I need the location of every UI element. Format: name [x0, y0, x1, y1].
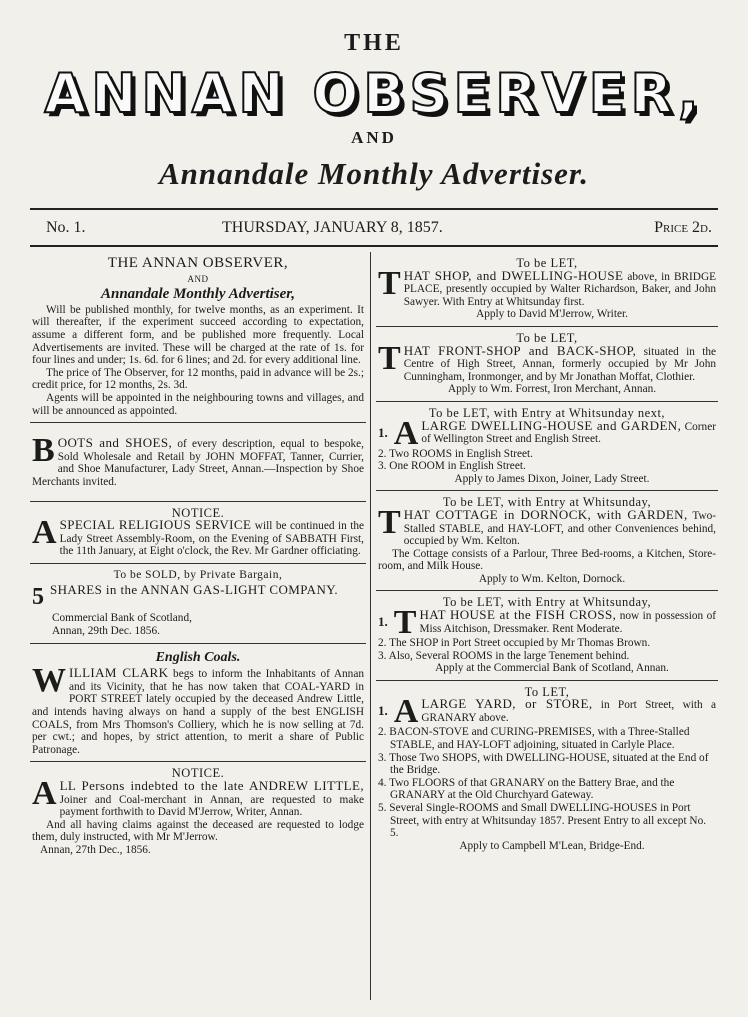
advert-text: Corner of Wellington Street and English Street.: [421, 420, 716, 446]
religious-service-notice: [30, 502, 366, 564]
prospectus-body: Will be published monthly, for twelve months, as an experiment. It will thereafter, if the experiment succeed according to expectation, assume a different form, and be published more frequently. Local Advertisements are invited. These will be charged at the rate of 1s. for four lines and under; 1s. 6d. for 6 lines; and 2d. for every additional line.: [32, 303, 364, 367]
advert-text: in Port Street, with a GRANARY above.: [421, 699, 717, 725]
advert-lead: HAT COTTAGE in DORNOCK, with GARDEN,: [403, 506, 688, 522]
advert-text: begs to inform the Inhabitants of Annan and its Vicinity, that he has now taken that COAL-YARD in PORT STREET lately occupied by the deceased Andrew Little, and intends having always on hand a supply of the best ENGLISH COALS, from Mrs Thomson's Colliery, which he is now selling at 7d. per cwt.; and hopes, by strict attention, to merit a share of Public Patronage.: [32, 668, 364, 756]
column-divider: [370, 252, 371, 1000]
notice-heading: NOTICE.: [171, 766, 225, 781]
apply-line: Apply to David M'Jerrow, Writer.: [476, 308, 628, 321]
drop-cap: A: [393, 693, 419, 731]
newspaper-title: ANNAN OBSERVER,: [44, 62, 704, 125]
advert-heading: To be LET, with Entry at Whitsunday next,: [428, 405, 666, 420]
list-item: 5. Several Single-ROOMS and Small DWELLING-HOUSES in Port Street, with entry at Whitsunday 1857. Present Entry to all except No. 5.: [378, 802, 707, 840]
list-item: 3. One ROOM in English Street.: [378, 460, 526, 473]
apply-line: Apply at the Commercial Bank of Scotland, Annan.: [435, 662, 669, 675]
advert-text: will be continued in the Lady Street Assembly-Room, on the Evening of SABBATH First, the 11th January, at Eight o'clock, the Rev. Mr Gardner officiating.: [59, 520, 365, 558]
signature-date: Annan, 27th Dec., 1856.: [40, 843, 151, 856]
drop-cap: T: [378, 339, 401, 377]
item-number: 1.: [378, 424, 388, 440]
advert-lead: LARGE DWELLING-HOUSE and GARDEN,: [421, 417, 682, 433]
english-coals-advert: [30, 644, 366, 763]
list-item: 3. Also, Several ROOMS in the large Tenement behind.: [378, 649, 630, 662]
dornock-cottage-advert: [376, 491, 718, 591]
yard-store-advert: [376, 681, 718, 858]
drop-cap: T: [378, 503, 401, 541]
issue-number: No. 1.: [46, 219, 86, 236]
masthead-the: THE: [344, 30, 404, 56]
boots-advert: [30, 423, 366, 501]
apply-line: Apply to Campbell M'Lean, Bridge-End.: [459, 839, 645, 852]
advert-heading: To be SOLD, by Private Bargain,: [113, 568, 283, 581]
advert-lead: HAT FRONT-SHOP and BACK-SHOP,: [403, 342, 637, 358]
advert-body: The Cottage consists of a Parlour, Three Bed-rooms, a Kitchen, Store-room, and Milk House.: [378, 547, 716, 573]
advert-heading: English Coals.: [155, 649, 241, 665]
apply-line: Apply to Wm. Forrest, Iron Merchant, Annan.: [447, 383, 657, 396]
dateline: [30, 219, 718, 241]
advert-text: now in possession of Miss Aitchison, Dressmaker. Rent Moderate.: [419, 610, 717, 635]
drop-cap: T: [378, 264, 401, 302]
drop-cap: A: [32, 514, 57, 552]
apply-line: Apply to James Dixon, Joiner, Lady Street.: [454, 472, 650, 485]
advert-text: Two-Stalled STABLE, and HAY-LOFT, and other Conveniences behind, occupied by Wm. Kelton.: [403, 509, 716, 548]
drop-cap: A: [393, 414, 419, 452]
drop-number: 5: [32, 584, 44, 611]
drop-cap: W: [32, 662, 66, 700]
prospectus-agents: Agents will be appointed in the neighbouring towns and villages, and will be announced as appointed.: [32, 391, 364, 417]
advert-lead: HAT SHOP, and DWELLING-HOUSE: [403, 267, 624, 283]
advert-heading: To be LET, with Entry at Whitsunday,: [442, 595, 652, 610]
dateline-rule-bottom: [30, 245, 718, 247]
advert-lead: LL Persons indebted to the late ANDREW LITTLE,: [59, 778, 364, 793]
debt-notice: [30, 762, 366, 861]
advert-heading: To be LET,: [516, 256, 578, 270]
advert-lead: SPECIAL RELIGIOUS SERVICE: [59, 517, 252, 533]
masthead-rule-top: [30, 208, 718, 210]
prospectus-notice: [30, 252, 366, 423]
advert-text: Joiner and Coal-merchant in Annan, are requested to make payment forthwith to David M'Jerrow, Writer, Annan.: [59, 793, 364, 819]
advert-lead: LARGE YARD, or STORE,: [421, 696, 593, 712]
prospectus-and: AND: [187, 273, 209, 284]
advert-lead: SHARES in the ANNAN GAS-LIGHT COMPANY.: [50, 582, 338, 598]
list-item: 2. BACON-STOVE and CURING-PREMISES, with a Three-Stalled STABLE, and HAY-LOFT adjoining, situated in Carlyle Place.: [378, 726, 690, 752]
advert-text: of every description, equal to bespoke, Sold Wholesale and Retail by JOHN MOFFAT, Tanner, Currier, and Shoe Manufacturer, Lady Street, Annan.—Inspection by Shoe Merchants invited.: [32, 438, 364, 488]
high-street-shop-advert: [376, 327, 718, 402]
prospectus-subtitle: Annandale Monthly Advertiser,: [100, 286, 296, 303]
apply-line: Apply to Wm. Kelton, Dornock.: [478, 572, 626, 585]
issue-date: THURSDAY, JANUARY 8, 1857.: [222, 219, 443, 236]
drop-cap: A: [32, 775, 57, 812]
list-item: 2. Two ROOMS in English Street.: [378, 447, 533, 460]
item-number: 1.: [378, 703, 388, 719]
advert-heading: To LET,: [524, 684, 570, 699]
drop-cap: T: [393, 604, 417, 642]
advert-heading: To be LET, with Entry at Whitsunday,: [442, 495, 652, 510]
bridge-place-shop-advert: [376, 252, 718, 327]
list-item: 4. Two FLOORS of that GRANARY on the Battery Brae, and the GRANARY at the Old Churchyard Gateway.: [378, 776, 675, 802]
advert-text: above, in BRIDGE PLACE, presently occupied by Walter Richardson, Baker, and John Sawyer. With Entry at Whitsunday first.: [403, 270, 717, 308]
newspaper-subtitle: Annandale Monthly Advertiser.: [158, 156, 590, 191]
right-column: [376, 252, 718, 857]
notice-heading: NOTICE.: [171, 505, 225, 520]
prospectus-price: The price of The Observer, for 12 months, paid in advance will be 2s.; credit price, for 12 months, 2s. 3d.: [32, 366, 364, 392]
advert-lead: ILLIAM CLARK: [69, 665, 169, 681]
list-item: 3. Those Two SHOPS, with DWELLING-HOUSE, situated at the End of the Bridge.: [378, 751, 709, 777]
signature-date: Annan, 29th Dec. 1856.: [52, 625, 160, 638]
item-number: 1.: [378, 614, 388, 630]
dwelling-house-advert: [376, 402, 718, 491]
advert-lead: HAT HOUSE at the FISH CROSS,: [419, 607, 617, 623]
advert-body: And all having claims against the deceased are requested to lodge them, duly instructed, with Mr M'Jerrow.: [32, 818, 364, 844]
advert-lead: OOTS and SHOES,: [57, 435, 173, 451]
left-column: [30, 252, 366, 862]
masthead-and: AND: [351, 128, 397, 147]
prospectus-title: THE ANNAN OBSERVER,: [107, 255, 289, 271]
signature-line: Commercial Bank of Scotland,: [52, 612, 192, 625]
list-item: 2. The SHOP in Port Street occupied by Mr Thomas Brown.: [378, 637, 651, 650]
advert-text: situated in the Centre of High Street, Annan, formerly occupied by Mr John Cunningham, Ironmonger, and by Mr Jonathan Moffat, Clothier.: [403, 345, 716, 383]
fish-cross-house-advert: [376, 591, 718, 680]
drop-cap: B: [32, 432, 55, 470]
issue-price: Price 2d.: [654, 219, 712, 236]
advert-heading: To be LET,: [516, 330, 578, 345]
gas-shares-advert: [30, 564, 366, 644]
